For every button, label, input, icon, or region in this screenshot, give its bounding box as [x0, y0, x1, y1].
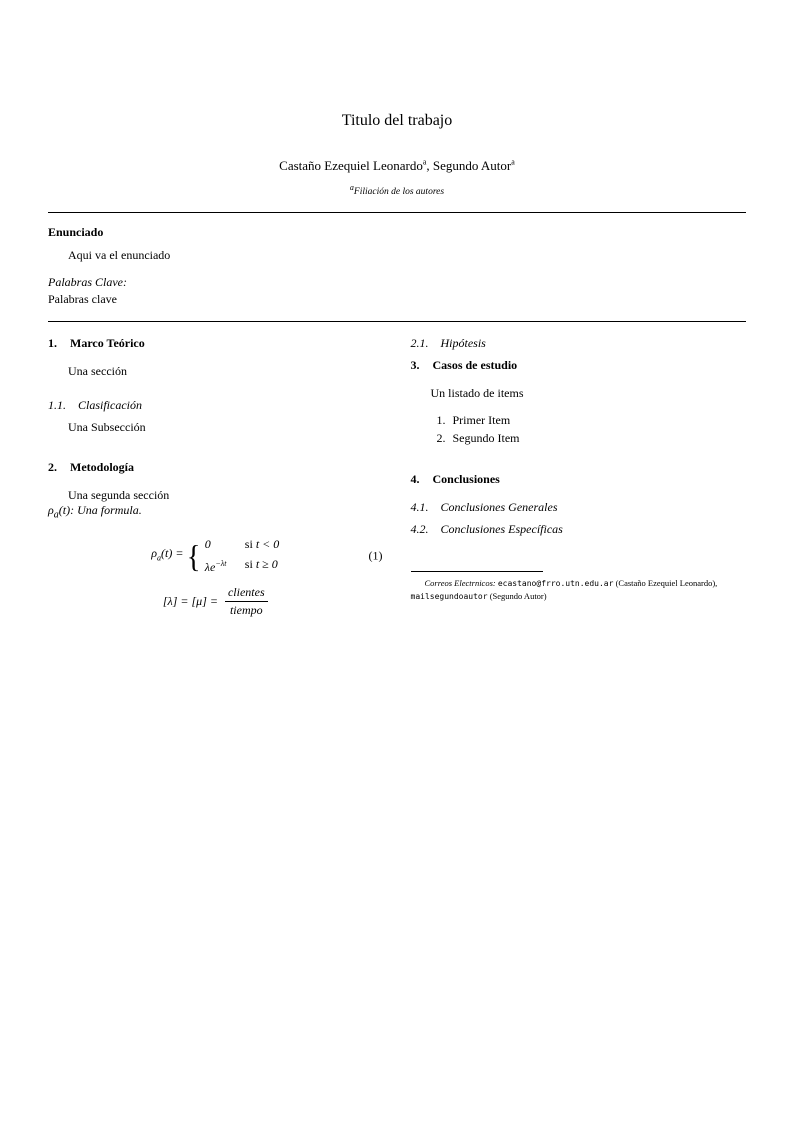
paper-title: Titulo del trabajo [341, 112, 453, 129]
case-row-2 [205, 554, 279, 577]
author-1-affiliation-mark: a [422, 157, 427, 167]
keywords-value: Palabras clave [48, 292, 117, 306]
section-2-title: Metodología [70, 460, 134, 474]
section-2-number: 2. [48, 460, 57, 474]
footnote-divider [411, 571, 543, 572]
section-3-paragraph: Un listado de items [430, 386, 524, 400]
subsection-4-2-heading [411, 522, 746, 537]
subsection-4-1-heading [411, 500, 746, 515]
section-4-title: Conclusiones [432, 472, 500, 486]
formula-intro-subscript: a [53, 509, 59, 521]
list-item-1-text: Primer Item [452, 413, 511, 427]
section-2-heading [48, 460, 383, 475]
formula-intro-line [48, 503, 383, 522]
case-row-1 [205, 534, 279, 554]
authors-line [0, 158, 794, 174]
subsection-1-1-paragraph: Una Subsección [68, 420, 146, 434]
equation-1-cases [205, 534, 279, 577]
subsection-4-1-number: 4.1. [410, 500, 429, 514]
divider-header [48, 212, 746, 213]
section-1-heading [48, 336, 383, 351]
equation-2-fraction [225, 585, 268, 618]
equation-2 [48, 585, 383, 618]
footnote-label: Correos Electrnicos: [424, 578, 496, 588]
keywords-label: Palabras Clave: [48, 275, 127, 289]
section-1-paragraph: Una sección [68, 364, 127, 378]
equation-1-number: (1) [368, 548, 383, 563]
author-2-affiliation-mark: a [511, 157, 515, 167]
section-3-heading [411, 358, 746, 373]
subsection-2-1-title: Hipótesis [440, 336, 486, 350]
email-address-2: mailsegundoautor [410, 592, 488, 601]
equation-1-lhs: $\rho_a(t)$ = [151, 546, 184, 563]
subsection-4-2-title: Conclusiones Específicas [440, 522, 563, 536]
section-4-number: 4. [410, 472, 420, 486]
cases-brace: { [187, 537, 202, 574]
equation-1-body [151, 534, 279, 577]
list-item-2-number: 2. [436, 431, 446, 445]
equation-2-lhs: [λ] = [μ] = [162, 594, 218, 609]
list-item-1-number: 1. [436, 413, 446, 427]
email-address-1: ecastano@frro.utn.edu.ar [497, 579, 614, 588]
formula-intro-rest: (t): Una formula. [58, 503, 142, 517]
paper-header [0, 0, 794, 198]
subsection-1-1-number: 1.1. [48, 398, 66, 412]
enumerated-list [411, 411, 746, 447]
footnote [411, 571, 746, 603]
footnote-text [411, 577, 746, 603]
subsection-1-1-heading [48, 398, 383, 413]
left-column [48, 336, 383, 618]
divider-abstract [48, 321, 746, 322]
author-separator: , [426, 158, 433, 173]
subsection-4-2-number: 4.2. [410, 522, 429, 536]
fraction-denominator: tiempo [229, 603, 263, 618]
section-4-heading [411, 472, 746, 487]
list-item [411, 411, 746, 429]
abstract-section [48, 225, 745, 307]
author-2-name: Segundo Autor [432, 158, 512, 173]
email-1-attribution: (Castaño Ezequiel Leonardo), [615, 578, 718, 588]
abstract-body: Aqui va el enunciado [68, 248, 171, 262]
right-column [411, 336, 746, 618]
case-1-value: 0 [204, 537, 211, 552]
subsection-4-1-title: Conclusiones Generales [440, 500, 558, 514]
list-item [411, 429, 746, 447]
formula-intro-symbol: ρ [48, 503, 54, 517]
abstract-heading: Enunciado [48, 225, 104, 239]
section-3-number: 3. [410, 358, 420, 372]
subsection-1-1-title: Clasificación [78, 398, 142, 412]
affiliation-mark: a [349, 182, 354, 192]
subsection-2-1-number: 2.1. [410, 336, 429, 350]
case-2-condition: si t ≥ 0 [244, 557, 278, 572]
affiliation-line [0, 182, 794, 198]
email-2-attribution: (Segundo Autor) [489, 591, 547, 601]
author-1-name: Castaño Ezequiel Leonardo [279, 158, 423, 173]
subsection-2-1-heading [411, 336, 746, 351]
list-item-2-text: Segundo Item [452, 431, 520, 445]
two-column-body [48, 336, 745, 618]
section-2-paragraph: Una segunda sección [68, 488, 170, 502]
equation-1 [48, 534, 383, 577]
section-1-number: 1. [48, 336, 57, 350]
affiliation-text: Filiación de los autores [353, 187, 445, 197]
fraction-numerator: clientes [225, 585, 268, 602]
case-1-condition: si t < 0 [244, 537, 280, 552]
case-2-value: $\lambda e^{-\lambda t}$ [204, 559, 227, 575]
section-1-title: Marco Teórico [70, 336, 145, 350]
section-3-title: Casos de estudio [432, 358, 518, 372]
